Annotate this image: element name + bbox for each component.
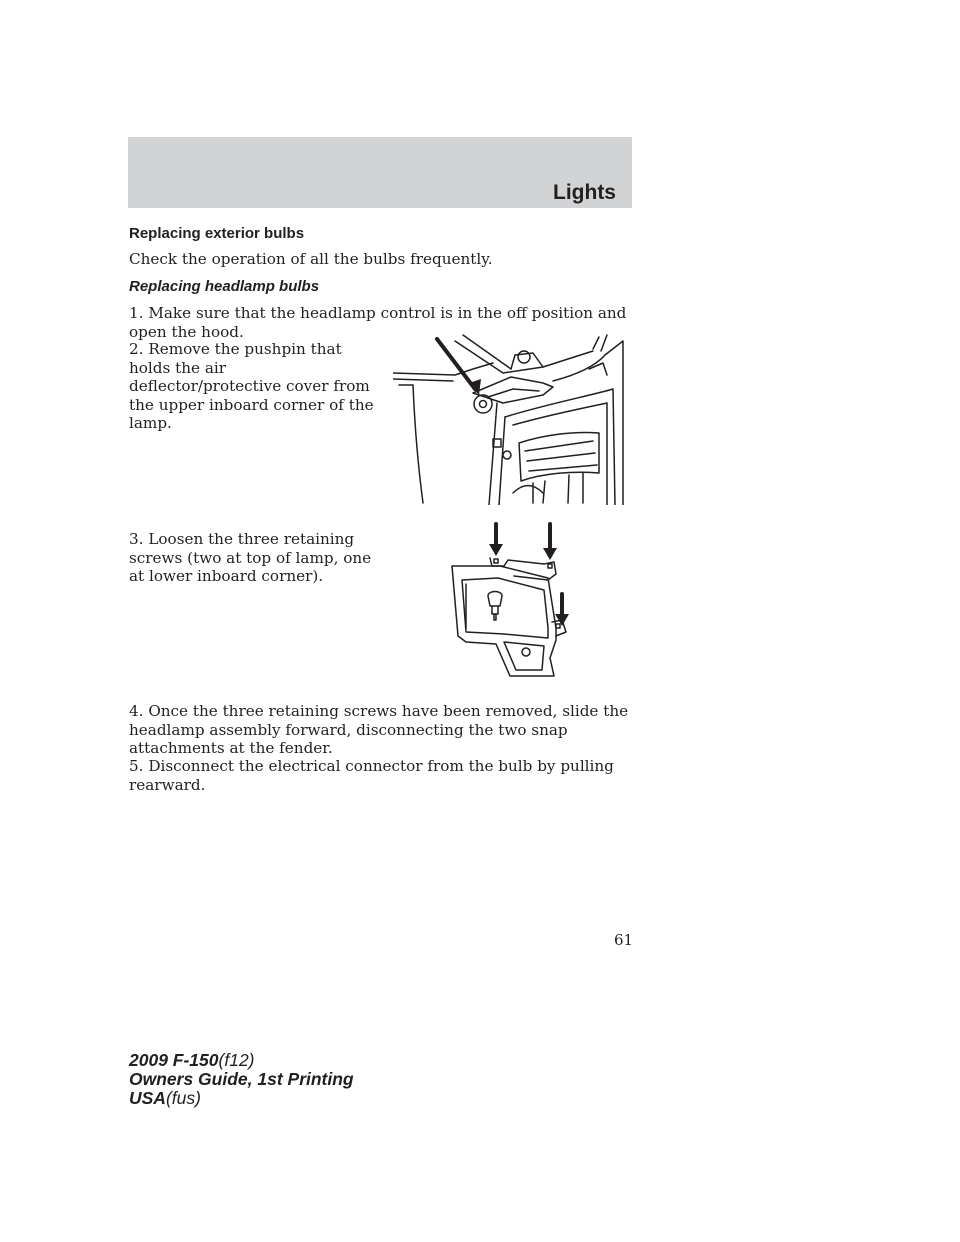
footer-model: 2009 F-150 <box>129 1050 219 1070</box>
footer-region: USA <box>129 1088 166 1108</box>
headlamp-screws-illustration <box>444 520 584 682</box>
page-number: 61 <box>614 931 634 949</box>
step-1: 1. Make sure that the headlamp control is in the off position and open the hood. <box>129 304 627 341</box>
step-4: 4. Once the three retaining screws have been removed, slide the headlamp assembly forward, disconnecting the two snap attachments at the fender. <box>129 702 629 757</box>
step-2: 2. Remove the pushpin that holds the air deflector/protective cover from the upper inboard corner of the lamp. <box>129 340 374 432</box>
section-header-band <box>128 137 632 208</box>
footer-model-code: (f12) <box>218 1050 255 1070</box>
headlamp-pushpin-illustration <box>393 333 629 505</box>
footer-region-code: (fus) <box>165 1088 201 1108</box>
footer-model-line <box>129 1051 354 1070</box>
step-3: 3. Loosen the three retaining screws (two at top of lamp, one at lower inboard corner). <box>129 530 372 585</box>
section-heading: Replacing exterior bulbs <box>129 225 305 242</box>
footer-guide: Owners Guide, 1st Printing <box>129 1069 354 1089</box>
subsection-heading: Replacing headlamp bulbs <box>129 278 320 295</box>
section-title: Lights <box>553 181 616 204</box>
footer-region-line <box>129 1089 354 1108</box>
intro-text: Check the operation of all the bulbs frequently. <box>129 250 493 268</box>
footer <box>129 1051 354 1108</box>
step-5: 5. Disconnect the electrical connector from the bulb by pulling rearward. <box>129 757 614 794</box>
